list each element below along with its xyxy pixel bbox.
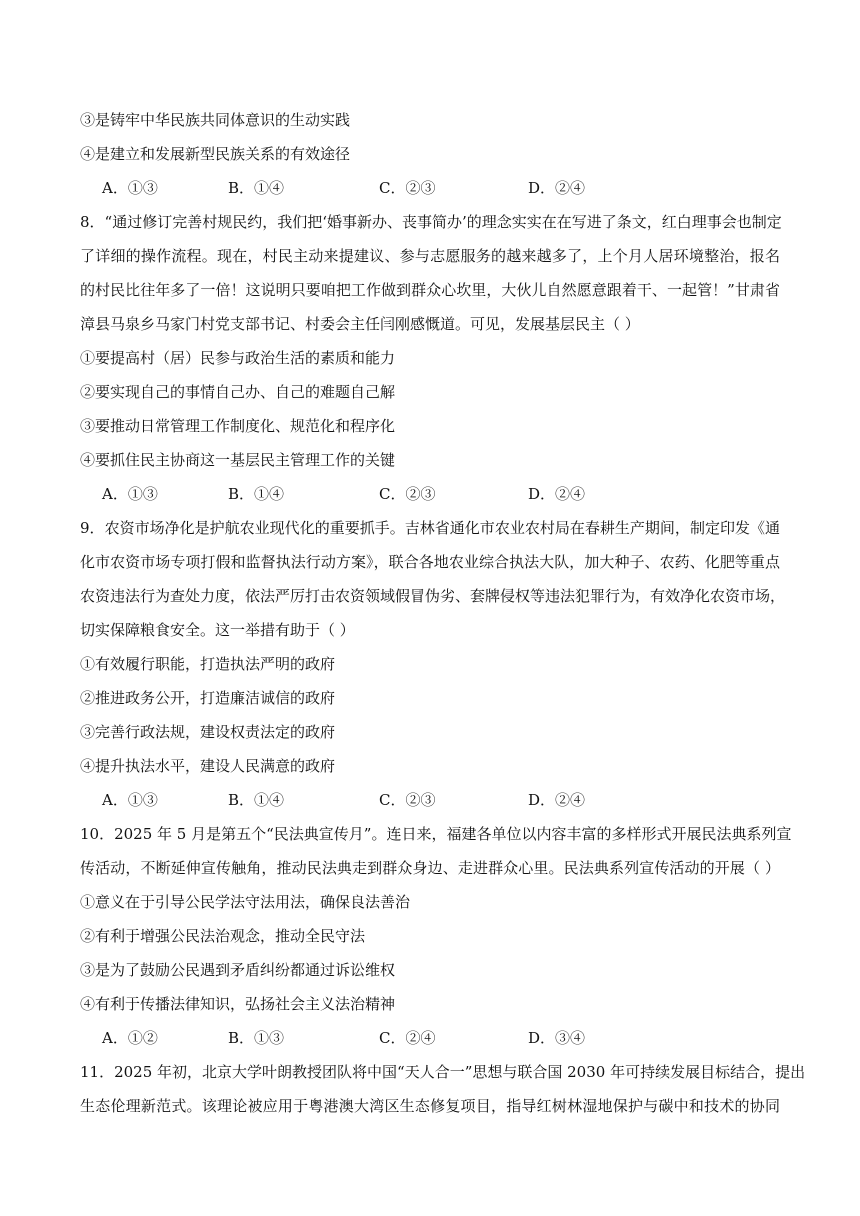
q8-statement-1: ①要提高村（居）民参与政治生活的素质和能力 xyxy=(80,349,396,367)
q10-stem-line-2: 传活动，不断延伸宣传触角，推动民法典走到群众身边、走进群众心里。民法典系列宣传活动的开展（ ） xyxy=(80,859,780,877)
q8-options xyxy=(102,484,702,504)
option-c[interactable]: C．②③ xyxy=(379,485,436,503)
option-c[interactable]: C．②③ xyxy=(379,179,436,197)
q8-stem-line-3: 的村民比往年多了一倍！这说明只要咱把工作做到群众心坎里，大伙儿自然愿意跟着干、一起管！”甘肃省 xyxy=(80,281,780,299)
q8-stem-line-1: 8．“通过修订完善村规民约，我们把‘婚事新办、丧事简办’的理念实实在在写进了条文，红白理事会也制定 xyxy=(80,213,782,231)
option-d[interactable]: D．②④ xyxy=(528,791,586,809)
q8-stem-line-2: 了详细的操作流程。现在，村民主动来提建议、参与志愿服务的越来越多了，上个月人居环境整治，报名 xyxy=(80,247,780,265)
option-a[interactable]: A．①② xyxy=(102,1029,158,1047)
q7-statement-4: ④是建立和发展新型民族关系的有效途径 xyxy=(80,145,351,163)
q10-stem-line-1: 10．2025 年 5 月是第五个“民法典宣传月”。连日来，福建各单位以内容丰富的多样形式开展民法典系列宣 xyxy=(80,825,792,843)
q10-statement-3: ③是为了鼓励公民遇到矛盾纠纷都通过诉讼维权 xyxy=(80,961,396,979)
q10-options xyxy=(102,1028,702,1048)
q9-statement-3: ③完善行政法规，建设权责法定的政府 xyxy=(80,723,336,741)
option-d[interactable]: D．②④ xyxy=(528,179,586,197)
option-d[interactable]: D．③④ xyxy=(528,1029,586,1047)
q8-stem-line-4: 漳县马泉乡马家门村党支部书记、村委会主任闫刚感慨道。可见，发展基层民主（ ） xyxy=(80,315,640,333)
q8-statement-4: ④要抓住民主协商这一基层民主管理工作的关键 xyxy=(80,451,396,469)
q10-statement-1: ①意义在于引导公民学法守法用法，确保良法善治 xyxy=(80,893,411,911)
q11-stem-line-2: 生态伦理新范式。该理论被应用于粤港澳大湾区生态修复项目，指导红树林湿地保护与碳中和技术的协同 xyxy=(80,1097,780,1115)
option-a[interactable]: A．①③ xyxy=(102,485,158,503)
q9-stem-line-2: 化市农资市场专项打假和监督执法行动方案》，联合各地农业综合执法大队，加大种子、农药、化肥等重点 xyxy=(80,553,780,571)
option-c[interactable]: C．②③ xyxy=(379,791,436,809)
q9-options xyxy=(102,790,702,810)
option-b[interactable]: B．①③ xyxy=(228,1029,285,1047)
q8-statement-2: ②要实现自己的事情自己办、自己的难题自己解 xyxy=(80,383,396,401)
q9-statement-1: ①有效履行职能，打造执法严明的政府 xyxy=(80,655,336,673)
option-b[interactable]: B．①④ xyxy=(228,485,285,503)
q9-statement-2: ②推进政务公开，打造廉洁诚信的政府 xyxy=(80,689,336,707)
option-b[interactable]: B．①④ xyxy=(228,179,285,197)
option-d[interactable]: D．②④ xyxy=(528,485,586,503)
option-a[interactable]: A．①③ xyxy=(102,179,158,197)
q11-stem-line-1: 11．2025 年初，北京大学叶朗教授团队将中国“天人合一”思想与联合国 2030 年可持续发展目标结合，提出 xyxy=(80,1063,806,1081)
q8-statement-3: ③要推动日常管理工作制度化、规范化和程序化 xyxy=(80,417,396,435)
q9-stem-line-4: 切实保障粮食安全。这一举措有助于（ ） xyxy=(80,621,355,639)
option-c[interactable]: C．②④ xyxy=(379,1029,436,1047)
q9-stem-line-3: 农资违法行为查处力度，依法严厉打击农资领域假冒伪劣、套牌侵权等违法犯罪行为，有效净化农资市场， xyxy=(80,587,786,605)
q7-statement-3: ③是铸牢中华民族共同体意识的生动实践 xyxy=(80,111,351,129)
q7-options xyxy=(102,178,702,198)
q9-stem-line-1: 9．农资市场净化是护航农业现代化的重要抓手。吉林省通化市农业农村局在春耕生产期间，制定印发《通 xyxy=(80,519,780,537)
q10-statement-2: ②有利于增强公民法治观念，推动全民守法 xyxy=(80,927,366,945)
option-a[interactable]: A．①③ xyxy=(102,791,158,809)
option-b[interactable]: B．①④ xyxy=(228,791,285,809)
q9-statement-4: ④提升执法水平，建设人民满意的政府 xyxy=(80,757,336,775)
q10-statement-4: ④有利于传播法律知识，弘扬社会主义法治精神 xyxy=(80,995,396,1013)
